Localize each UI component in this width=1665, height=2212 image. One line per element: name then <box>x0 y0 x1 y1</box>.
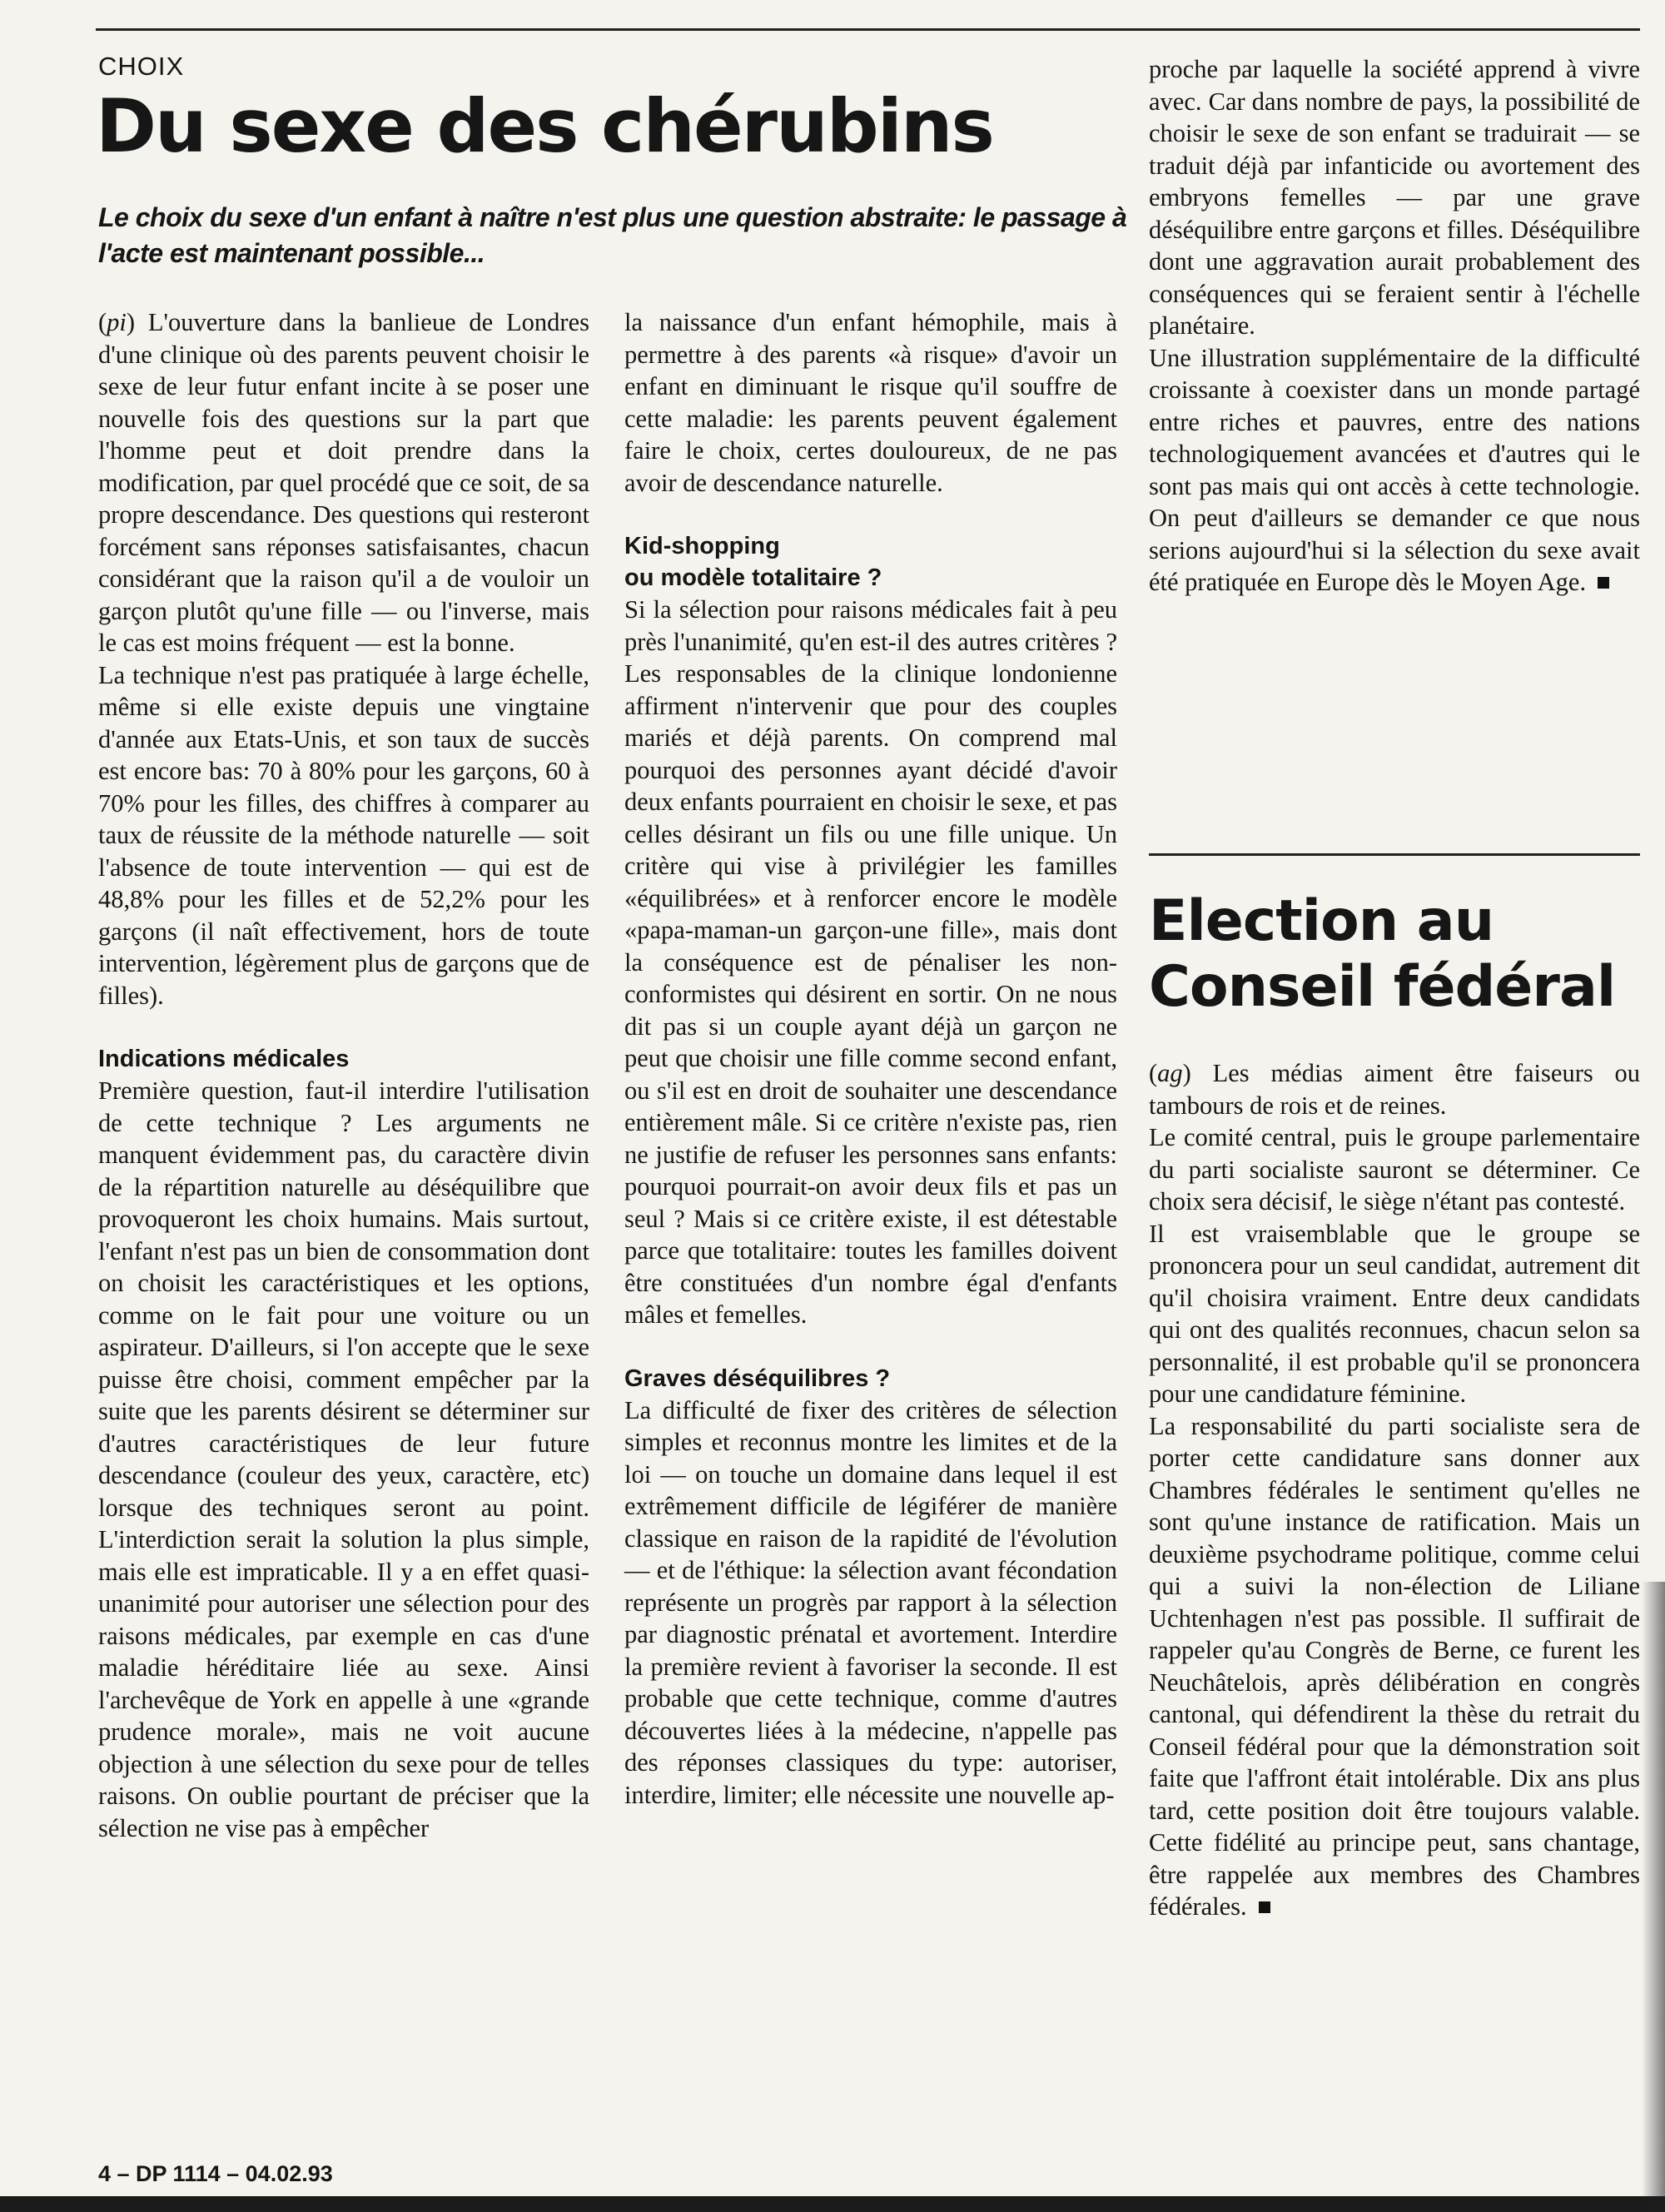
author-initials: pi <box>107 308 127 336</box>
paragraph: Si la sélection pour raisons médicales fait à peu près l'unanimité, qu'en est-il des autres critères ? Les responsables de la clinique londonienne affirment n'intervenir que pour des couples mariés et déjà parents. On comprend mal pourquoi des personnes ayant décidé d'avoir deux enfants pourraient en choisir le sexe, et pas celles désirant un fils ou une fille unique. Un critère qui vise à privilégier les familles «équilibrées» et à renforcer encore le modèle «papa-maman-un garçon-une fille», mais dont la conséquence est de pénaliser les non-conformistes qui désirent en sortir. On ne nous dit pas si un couple ayant déjà un garçon ne peut que choisir une fille comme second enfant, ou s'il est en droit de souhaiter une descendance entièrement mâle. Si ce critère n'existe pas, rien ne justifie de refuser les personnes sans enfants: pourquoi pourrait-on avoir deux fils et pas un seul ? Mais si ce critère existe, il est détestable parce que totalitaire: toutes les familles doivent être constituées d'un nombre égal d'enfants mâles et femelles. <box>624 595 1117 1329</box>
paragraph-text: La responsabilité du parti socialiste sera de porter cette candidature sans donner aux Chambres fédérales le sentiment qu'elles ne sont qu'une instance de ratification. Mais un deuxième psychodrame politique, comme celui qui a suivi la non-élection de Liliane Uchtenhagen n'est pas possible. Il suffirait de rappeler qu'au Congrès de Berne, ce furent les Neuchâtelois, après délibération en congrès cantonal, qui défendirent la thèse du retrait du Conseil fédéral pour que la démonstration soit faite que l'affront était intolérable. Dix ans plus tard, cette position doit être toujours valable. Cette fidélité au principe peut, sans chantage, être rappelée aux membres des Chambres fédérales. <box>1149 1411 1640 1921</box>
article-lede: Le choix du sexe d'un enfant à naître n'est plus une question abstraite: le passage à l'acte est maintenant possible... <box>98 202 1127 269</box>
spacer <box>624 1331 1117 1363</box>
paragraph-text: L'ouverture dans la banlieue de Londres d'une clinique où des parents peuvent choisir le sexe de leur futur enfant incite à se poser une nouvelle fois des questions sur la part que l'homme peut et doit prendre dans la modification, par quel procédé que ce soit, de sa propre descendance. Des questions qui resteront forcément sans réponses satisfaisantes, chacun considérant que la raison qu'il a de vouloir un garçon plutôt qu'une fille — ou l'inverse, mais le cas est moins fréquent — est la bonne. <box>98 308 589 657</box>
paragraph: La difficulté de fixer des critères de sélection simples et reconnus montre les limites et de la loi — on touche un domaine dans lequel il est extrêmement difficile de légiférer de manière classique en raison de la rapidité de l'évolution — et de l'éthique: la sélection avant fécondation représente un progrès par rapport à la sélection par diagnostic prénatal et avortement. Interdire la première revient à favoriser la seconde. Il est probable que cette technique, comme d'autres découvertes liées à la médecine, n'appelle pas des réponses classiques du type: autoriser, interdire, limiter; elle nécessite une nouvelle ap- <box>624 1395 1117 1809</box>
article-headline: Du sexe des chérubins <box>96 83 993 169</box>
end-of-article-mark <box>1598 577 1609 589</box>
paragraph <box>1149 342 1640 599</box>
subheading-line: Kid-shopping <box>624 533 780 559</box>
article-2-column <box>1149 1057 1640 1923</box>
paragraph: (pi) L'ouverture dans la banlieue de Londres d'une clinique où des parents peuvent choisir le sexe de leur futur enfant incite à se poser une nouvelle fois des questions sur la part que l'homme peut et doit prendre dans la modification, par quel procédé que ce soit, de sa propre descendance. Des questions qui resteront forcément sans réponses satisfaisantes, chacun considérant que la raison qu'il a de vouloir un garçon plutôt qu'une fille — ou l'inverse, mais le cas est moins fréquent — est la bonne. <box>98 308 589 657</box>
paragraph-text: Une illustration supplémentaire de la difficulté croissante à coexister dans un monde partagé entre riches et pauvres, entre des nations technologiquement avancées et d'autres qui le sont pas mais qui ont accès à cette technologie. On peut d'ailleurs se demander ce que nous serions aujourd'hui si la sélection du sexe avait été pratiquée en Europe dès le Moyen Age. <box>1149 343 1640 596</box>
scan-edge-bottom <box>0 2196 1665 2212</box>
page-footer: 4 – DP 1114 – 04.02.93 <box>98 2161 333 2186</box>
spacer <box>624 499 1117 530</box>
article-column-1 <box>98 306 589 1844</box>
subheading <box>624 530 1117 594</box>
paragraph: Le comité central, puis le groupe parlementaire du parti socialiste sauront se déterminer. Ce choix sera décisif, le siège n'étant pas contesté. <box>1149 1123 1640 1215</box>
end-of-article-mark <box>1259 1901 1270 1913</box>
paragraph: proche par laquelle la société apprend à vivre avec. Car dans nombre de pays, la possibilité de choisir le sexe de son enfant se traduirait — se traduit déjà par infanticide ou avortement des embryons femelles — par une grave déséquilibre entre garçons et filles. Déséquilibre dont une aggravation aurait probablement des conséquences qui se feraient sentir à l'échelle planétaire. <box>1149 55 1640 340</box>
article-headline-2 <box>1149 889 1648 1021</box>
top-rule <box>96 28 1640 31</box>
paragraph: (ag) Les médias aiment être faiseurs ou tambours de rois et de reines. <box>1149 1059 1640 1120</box>
headline-line: Conseil fédéral <box>1149 953 1616 1020</box>
subheading: Indications médicales <box>98 1046 350 1072</box>
paragraph: La technique n'est pas pratiquée à large échelle, même si elle existe depuis une vingtaine d'année aux Etats-Unis, et son taux de succès est encore bas: 70 à 80% pour les garçons, 60 à 70% pour les filles, des chiffres à comparer au taux de réussite de la méthode naturelle — soit l'absence de toute intervention — qui est de 48,8% pour les filles et de 52,2% pour les garçons (il naît effectivement, hors de toute intervention, légèrement plus de garçons que de filles). <box>98 660 589 1010</box>
author-initials: ag <box>1157 1059 1183 1087</box>
section-kicker: CHOIX <box>98 52 185 81</box>
article-column-3 <box>1149 53 1640 599</box>
paragraph: Il est vraisemblable que le groupe se prononcera pour un seul candidat, autrement dit qu'il choisira vraiment. Entre deux candidats qui ont des qualités reconnues, chacun selon sa personnalité, il est probable qu'il se prononcera pour une candidature féminine. <box>1149 1219 1640 1408</box>
scan-edge-right <box>1642 1582 1665 2212</box>
spacer <box>98 1012 589 1043</box>
paragraph: Première question, faut-il interdire l'utilisation de cette technique ? Les arguments ne manquent évidemment pas, du caractère divin de la répartition naturelle au déséquilibre que provoqueront les choix humains. Mais surtout, l'enfant n'est pas un bien de consommation dont on choisit les caractéristiques et les options, comme on le fait pour une voiture ou un aspirateur. D'ailleurs, si l'on accepte que le sexe puisse être choisi, comment empêcher par la suite que les parents désirent se déterminer sur d'autres caractéristiques de leur future descendance (couleur des yeux, caractère, etc) lorsque des techniques seront au point. L'interdiction serait la solution la plus simple, mais elle est impraticable. Il y a en effet quasi-unanimité pour autoriser une sélection pour des raisons médicales, par exemple en cas d'une maladie héréditaire liée au sexe. Ainsi l'archevêque de York en appelle à une «grande prudence morale», mais ne voit aucune objection à une sélection du sexe pour de telles raisons. On oublie pourtant de préciser que la sélection ne vise pas à empêcher <box>98 1076 589 1842</box>
paragraph: la naissance d'un enfant hémophile, mais à permettre à des parents «à risque» d'avoir un enfant en diminuant le risque qu'il souffre de cette maladie: les parents peuvent également faire le choix, certes douloureux, de ne pas avoir de descendance naturelle. <box>624 308 1117 497</box>
article-divider <box>1149 853 1640 856</box>
paragraph-text: Les médias aiment être faiseurs ou tambours de rois et de reines. <box>1149 1059 1640 1120</box>
headline-line: Election au <box>1149 888 1494 954</box>
article-column-2 <box>624 306 1117 1811</box>
paragraph <box>1149 1410 1640 1923</box>
subheading: Graves déséquilibres ? <box>624 1364 891 1392</box>
subheading-line: ou modèle totalitaire ? <box>624 564 882 591</box>
